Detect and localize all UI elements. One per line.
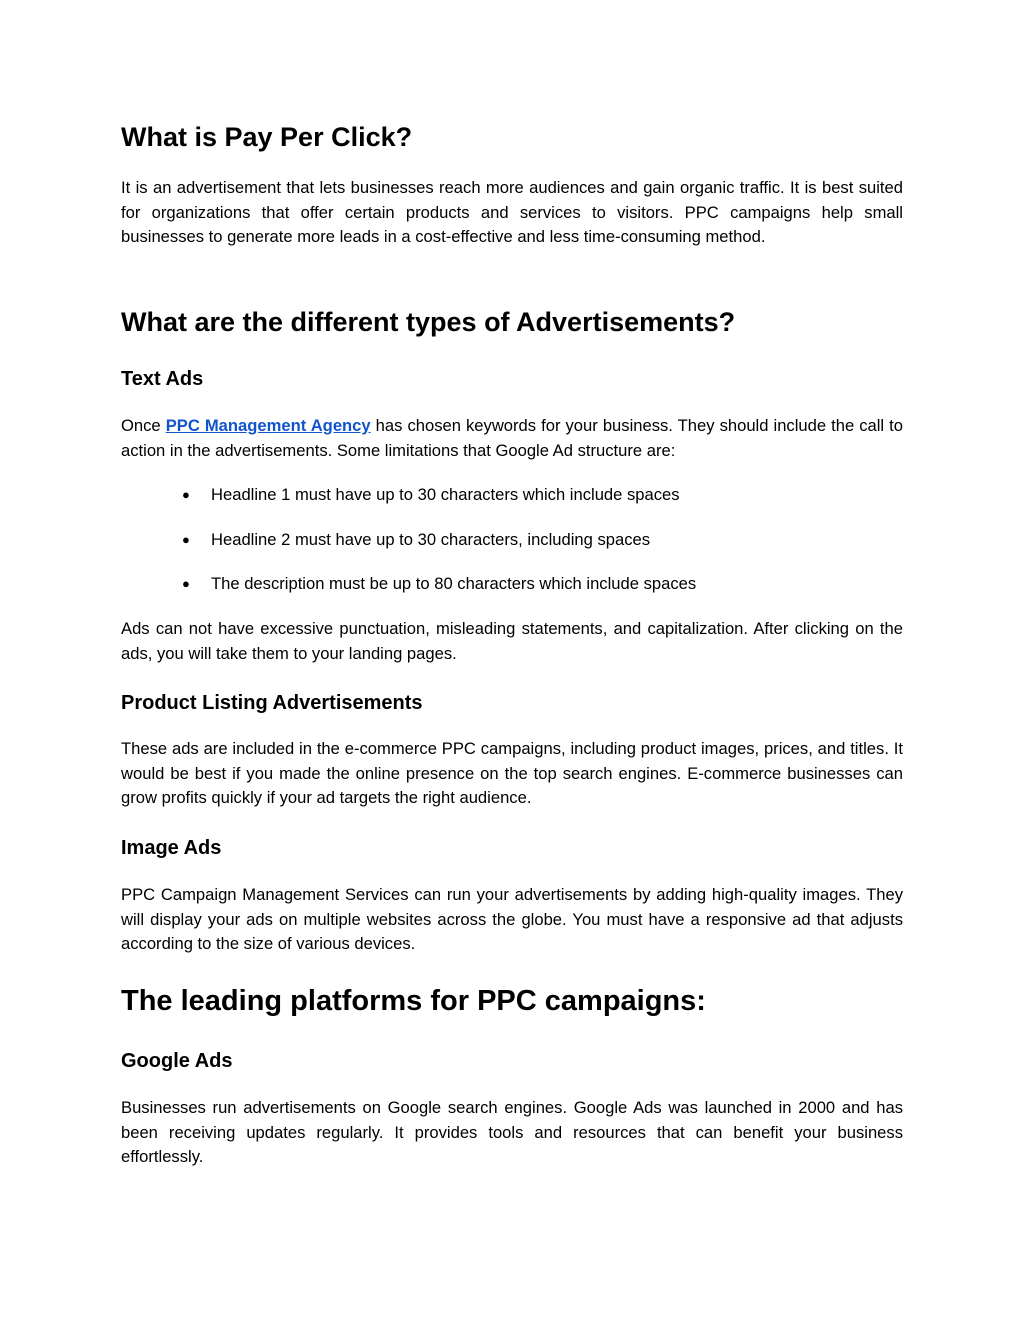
intro-text-after-link: has chosen keywords for your business. They should include the call to action in the advertisements. Some limitations that Google Ad structure are: [121,416,903,460]
heading-what-is-ppc: What is Pay Per Click? [121,122,413,152]
ppc-management-agency-link[interactable]: PPC Management Agency [165,416,371,435]
paragraph-ppc-definition: It is an advertisement that lets businesses reach more audiences and gain organic traffic. It is best suited for organizations that offer certain products and services to visitors. PPC campaigns help small businesses to generate more leads in a cost-effective and less time-consuming method. [121,178,903,246]
text-ads-limitations-list [121,483,903,617]
intro-text-before-link: Once [121,416,166,435]
heading-leading-platforms: The leading platforms for PPC campaigns: [121,985,706,1017]
list-item [121,528,903,573]
heading-types-of-ads: What are the different types of Advertisements? [121,307,736,337]
list-item-text: The description must be up to 80 characters which include spaces [211,574,697,593]
paragraph-text-ads-intro [121,414,903,463]
heading-product-listing-ads: Product Listing Advertisements [121,692,423,714]
paragraph-image-ads: PPC Campaign Management Services can run your advertisements by adding high-quality images. They will display your ads on multiple websites across the globe. You must have a responsive ad that adjusts according to the size of various devices. [121,885,903,953]
heading-image-ads: Image Ads [121,837,222,859]
heading-text-ads: Text Ads [121,368,204,390]
list-item-text: Headline 1 must have up to 30 characters which include spaces [211,485,680,504]
list-item-text: Headline 2 must have up to 30 characters, including spaces [211,529,651,549]
bullet-icon: ● [182,531,190,547]
list-item [121,483,903,528]
paragraph-google-ads: Businesses run advertisements on Google search engines. Google Ads was launched in 2000 and has been receiving updates regularly. It provides tools and resources that can benefit your business effortlessly. [121,1098,903,1166]
bullet-icon: ● [182,576,190,591]
list-item [121,572,903,617]
paragraph-text-ads-closing: Ads can not have excessive punctuation, misleading statements, and capitalization. After clicking on the ads, you will take them to your landing pages. [121,619,903,663]
paragraph-product-listing: These ads are included in the e-commerce PPC campaigns, including product images, prices, and titles. It would be best if you made the online presence on the top search engines. E-commerce businesses can grow profits quickly if your ad targets the right audience. [121,739,903,807]
heading-google-ads: Google Ads [121,1050,233,1072]
bullet-icon: ● [182,487,190,502]
